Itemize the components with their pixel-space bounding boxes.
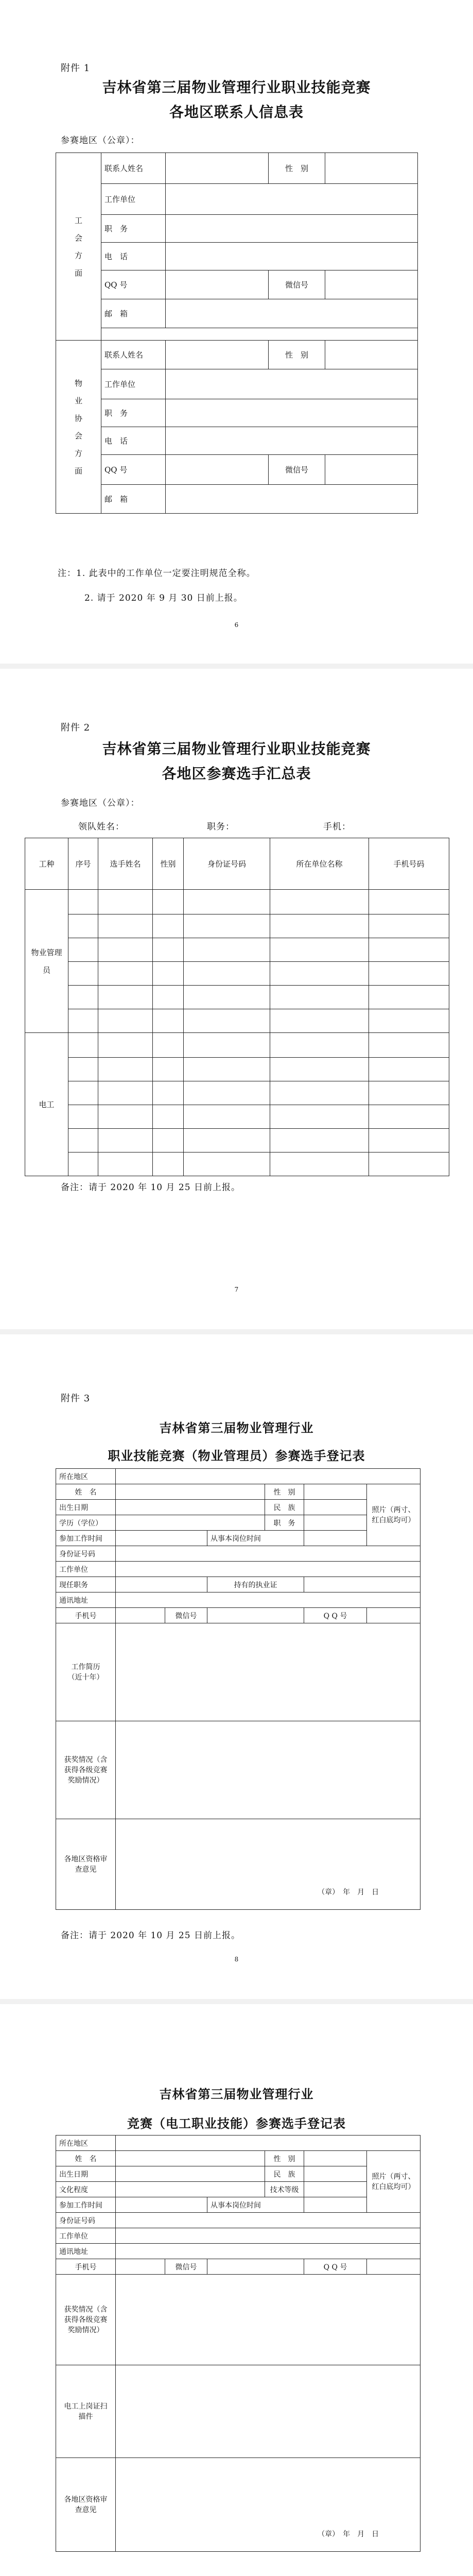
table-row xyxy=(56,399,418,427)
field-qq-value[interactable] xyxy=(367,2259,421,2275)
field-review-label: 各地区资格审查意见 xyxy=(56,1819,116,1910)
table-row xyxy=(56,369,418,399)
trade-property-manager: 物业管理员 xyxy=(25,890,68,1033)
post-label: 职务： xyxy=(207,822,235,832)
table-row xyxy=(56,2213,421,2228)
table-row xyxy=(56,2182,421,2197)
field-gender-label: 性 别 xyxy=(265,2151,304,2166)
table-row xyxy=(56,485,418,514)
field-post-value[interactable] xyxy=(166,215,418,243)
field-qq-value[interactable] xyxy=(166,455,269,485)
field-unit-value[interactable] xyxy=(116,2228,421,2244)
field-id-label: 身份证号码 xyxy=(56,2213,116,2228)
table-row xyxy=(56,455,418,485)
header-cell: 序号 xyxy=(68,838,98,890)
field-contact-name-value[interactable] xyxy=(166,341,269,369)
table-row xyxy=(56,1623,421,1721)
phone-label: 手机： xyxy=(323,822,351,832)
table-row xyxy=(25,938,449,962)
table-row xyxy=(56,1608,421,1623)
field-mobile-label: 手机号 xyxy=(56,1608,116,1623)
field-phone-value[interactable] xyxy=(166,243,418,270)
table-row xyxy=(25,1129,449,1153)
field-awards-value[interactable] xyxy=(116,2275,421,2365)
table-row xyxy=(56,427,418,455)
field-qq-label: Q Q 号 xyxy=(304,1608,367,1623)
page-separator xyxy=(0,664,473,669)
field-address-label: 通讯地址 xyxy=(56,2244,116,2259)
field-name-value[interactable] xyxy=(116,1484,265,1500)
field-region-value[interactable] xyxy=(116,1469,421,1484)
table-row xyxy=(56,1546,421,1562)
region-label: 参赛地区（公章）： xyxy=(61,798,140,808)
field-gender-label: 性 别 xyxy=(269,153,325,184)
header-cell: 性别 xyxy=(153,838,184,890)
field-mobile-value[interactable] xyxy=(116,1608,165,1623)
table-row xyxy=(56,153,418,184)
field-contact-name-label: 联系人姓名 xyxy=(101,153,166,184)
electrician-registration-table xyxy=(56,2135,421,2552)
field-history-label: 工作简历（近十年） xyxy=(56,1623,116,1721)
field-wechat-label: 微信号 xyxy=(269,455,325,485)
field-unit-value[interactable] xyxy=(166,369,418,399)
leader-label: 领队姓名： xyxy=(78,822,125,832)
field-unit-label: 工作单位 xyxy=(101,184,166,215)
table-row xyxy=(56,1515,421,1531)
table-row xyxy=(56,2259,421,2275)
field-history-value[interactable] xyxy=(116,1623,421,1721)
note-2: 2. 请于 2020 年 9 月 30 日前上报。 xyxy=(84,593,243,603)
attachment-label: 附件 3 xyxy=(61,1393,91,1404)
header-cell: 选手姓名 xyxy=(98,838,153,890)
field-edu-value[interactable] xyxy=(116,2182,265,2197)
table-row xyxy=(56,1592,421,1608)
field-wechat-value[interactable] xyxy=(325,455,418,485)
field-awards-label: 获奖情况（含获得各级竞赛奖励情况） xyxy=(56,2275,116,2365)
field-ecert-label: 电工上岗证扫描件 xyxy=(56,2365,116,2458)
field-wechat-value[interactable] xyxy=(207,1608,304,1623)
header-cell: 身份证号码 xyxy=(184,838,270,890)
table-row xyxy=(56,2197,421,2213)
table-row xyxy=(25,1033,449,1058)
note: 备注：请于 2020 年 10 月 25 日前上报。 xyxy=(61,1930,240,1941)
field-unit-value[interactable] xyxy=(166,184,418,215)
trade-electrician: 电工 xyxy=(25,1033,68,1176)
table-row xyxy=(25,914,449,938)
field-job-value[interactable] xyxy=(304,1515,367,1531)
field-wechat-value[interactable] xyxy=(325,270,418,299)
table-row xyxy=(25,1009,449,1033)
table-row xyxy=(56,243,418,270)
table-row xyxy=(56,2244,421,2259)
field-name-label: 姓 名 xyxy=(56,1484,116,1500)
property-manager-registration-table xyxy=(56,1468,421,1910)
table-row xyxy=(25,890,449,914)
table-row xyxy=(56,1562,421,1577)
field-post-value[interactable] xyxy=(166,399,418,427)
table-row xyxy=(25,1058,449,1081)
field-birth-label: 出生日期 xyxy=(56,2166,116,2182)
contestant-summary-table xyxy=(25,838,449,1176)
seal-date-label: （章） 年 月 日 xyxy=(318,1888,379,1896)
field-edu-label: 学历（学位） xyxy=(56,1515,116,1531)
field-wechat-value[interactable] xyxy=(207,2259,304,2275)
field-email-value[interactable] xyxy=(166,299,418,328)
field-ecert-value[interactable] xyxy=(116,2365,421,2458)
header-cell: 工种 xyxy=(25,838,68,890)
table-row xyxy=(56,184,418,215)
field-email-label: 邮 箱 xyxy=(101,299,166,328)
field-post-label: 职 务 xyxy=(101,215,166,243)
field-years-label: 从事本岗位时间 xyxy=(207,2197,304,2213)
table-row xyxy=(56,341,418,369)
field-name-label: 姓 名 xyxy=(56,2151,116,2166)
table-row xyxy=(25,1105,449,1129)
page-title: 吉林省第三届物业管理行业 xyxy=(159,1420,314,1435)
field-start-value[interactable] xyxy=(116,1531,207,1546)
field-ethnic-label: 民 族 xyxy=(265,2166,304,2182)
field-qq-label: Q Q 号 xyxy=(304,2259,367,2275)
field-ethnic-value[interactable] xyxy=(304,1500,367,1515)
field-cert-value[interactable] xyxy=(304,1577,421,1592)
field-gender-value[interactable] xyxy=(325,153,418,184)
field-email-value[interactable] xyxy=(166,485,418,514)
table-row xyxy=(56,2458,421,2552)
page-separator xyxy=(0,1999,473,2004)
field-id-value[interactable] xyxy=(116,1546,421,1562)
field-grade-value[interactable] xyxy=(304,2182,367,2197)
field-ethnic-value[interactable] xyxy=(304,2166,367,2182)
field-job-label: 职 务 xyxy=(265,1515,304,1531)
field-current-value[interactable] xyxy=(116,1577,207,1592)
table-row xyxy=(56,215,418,243)
field-start-label: 参加工作时间 xyxy=(56,2197,116,2213)
group-union-label: 工会方面 xyxy=(56,153,101,341)
table-row xyxy=(56,1721,421,1819)
field-cert-label: 持有的执业证 xyxy=(207,1577,304,1592)
field-region-label: 所在地区 xyxy=(56,2136,116,2151)
field-ethnic-label: 民 族 xyxy=(265,1500,304,1515)
field-gender-value[interactable] xyxy=(304,1484,367,1500)
field-email-label: 邮 箱 xyxy=(101,485,166,514)
table-row xyxy=(56,2166,421,2182)
field-contact-name-value[interactable] xyxy=(166,153,269,184)
field-review-value[interactable] xyxy=(116,1819,421,1910)
field-birth-value[interactable] xyxy=(116,2166,265,2182)
table-header-row xyxy=(25,838,449,890)
field-review-label: 各地区资格审查意见 xyxy=(56,2458,116,2552)
note: 备注：请于 2020 年 10 月 25 日前上报。 xyxy=(61,1182,240,1193)
field-years-label: 从事本岗位时间 xyxy=(207,1531,304,1546)
seal-date-label: （章） 年 月 日 xyxy=(318,2530,379,2538)
field-gender-label: 性 别 xyxy=(269,341,325,369)
field-edu-label: 文化程度 xyxy=(56,2182,116,2197)
field-phone-label: 电 话 xyxy=(101,243,166,270)
page-title: 吉林省第三届物业管理行业 xyxy=(159,2087,314,2102)
field-years-value[interactable] xyxy=(304,1531,367,1546)
page-subtitle: 职业技能竞赛（物业管理员）参赛选手登记表 xyxy=(108,1448,365,1463)
page-subtitle: 各地区联系人信息表 xyxy=(169,104,304,121)
field-qq-label: QQ 号 xyxy=(101,455,166,485)
field-wechat-label: 微信号 xyxy=(269,270,325,299)
field-unit-label: 工作单位 xyxy=(56,1562,116,1577)
field-address-value[interactable] xyxy=(116,1592,421,1608)
table-row xyxy=(56,1577,421,1592)
table-row xyxy=(56,270,418,299)
field-unit-value[interactable] xyxy=(116,1562,421,1577)
photo-box[interactable]: 照片（两寸、红白底均可） xyxy=(367,1484,421,1546)
table-row xyxy=(56,1469,421,1484)
field-edu-value[interactable] xyxy=(116,1515,265,1531)
region-label: 参赛地区（公章）： xyxy=(61,135,140,146)
field-wechat-label: 微信号 xyxy=(165,2259,207,2275)
page-separator xyxy=(0,1329,473,1334)
table-row xyxy=(56,2136,421,2151)
field-id-label: 身份证号码 xyxy=(56,1546,116,1562)
field-unit-label: 工作单位 xyxy=(56,2228,116,2244)
field-review-value[interactable] xyxy=(116,2458,421,2552)
note-1: 注：1. 此表中的工作单位一定要注明规范全称。 xyxy=(58,568,256,579)
field-phone-value[interactable] xyxy=(166,427,418,455)
table-row xyxy=(56,1484,421,1500)
field-region-label: 所在地区 xyxy=(56,1469,116,1484)
table-row xyxy=(56,1500,421,1515)
field-start-value[interactable] xyxy=(116,2197,207,2213)
field-qq-value[interactable] xyxy=(166,270,269,299)
header-cell: 所在单位名称 xyxy=(270,838,369,890)
table-row xyxy=(56,1819,421,1910)
table-row xyxy=(56,2275,421,2365)
field-region-value[interactable] xyxy=(116,2136,421,2151)
field-birth-label: 出生日期 xyxy=(56,1500,116,1515)
page-number: 8 xyxy=(234,1956,239,1963)
field-post-label: 职 务 xyxy=(101,399,166,427)
table-row xyxy=(56,2151,421,2166)
table-row xyxy=(56,328,418,341)
field-address-value[interactable] xyxy=(116,2244,421,2259)
page-subtitle: 各地区参赛选手汇总表 xyxy=(162,765,311,782)
page-subtitle: 竞赛（电工职业技能）参赛选手登记表 xyxy=(127,2116,346,2131)
table-row xyxy=(56,1531,421,1546)
field-gender-label: 性 别 xyxy=(265,1484,304,1500)
field-qq-label: QQ 号 xyxy=(101,270,166,299)
field-id-value[interactable] xyxy=(116,2213,421,2228)
photo-box[interactable]: 照片（两寸、红白底均可） xyxy=(367,2151,421,2213)
page-title: 吉林省第三届物业管理行业职业技能竞赛 xyxy=(102,740,371,757)
field-mobile-label: 手机号 xyxy=(56,2259,116,2275)
page-number: 6 xyxy=(234,621,239,629)
table-row xyxy=(56,2365,421,2458)
attachment-label: 附件 1 xyxy=(61,63,91,74)
field-awards-value[interactable] xyxy=(116,1721,421,1819)
field-years-value[interactable] xyxy=(304,2197,367,2213)
field-unit-label: 工作单位 xyxy=(101,369,166,399)
field-wechat-label: 微信号 xyxy=(165,1608,207,1623)
page-number: 7 xyxy=(234,1286,239,1293)
table-row xyxy=(25,1153,449,1176)
group-assoc-label: 物业协会方面 xyxy=(56,341,101,514)
field-gender-value[interactable] xyxy=(325,341,418,369)
field-gender-value[interactable] xyxy=(304,2151,367,2166)
field-qq-value[interactable] xyxy=(367,1608,421,1623)
field-address-label: 通讯地址 xyxy=(56,1592,116,1608)
table-row xyxy=(25,962,449,986)
field-mobile-value[interactable] xyxy=(116,2259,165,2275)
field-current-label: 现任职务 xyxy=(56,1577,116,1592)
page-title: 吉林省第三届物业管理行业职业技能竞赛 xyxy=(102,79,371,96)
table-row xyxy=(25,986,449,1009)
field-awards-label: 获奖情况（含获得各级竞赛奖励情况） xyxy=(56,1721,116,1819)
table-row xyxy=(56,299,418,328)
contact-info-table xyxy=(56,152,418,514)
spacer-cell xyxy=(101,328,418,341)
field-grade-label: 技术等级 xyxy=(265,2182,304,2197)
header-cell: 手机号码 xyxy=(369,838,449,890)
table-row xyxy=(56,2228,421,2244)
field-birth-value[interactable] xyxy=(116,1500,265,1515)
attachment-label: 附件 2 xyxy=(61,722,91,733)
field-start-label: 参加工作时间 xyxy=(56,1531,116,1546)
field-name-value[interactable] xyxy=(116,2151,265,2166)
field-contact-name-label: 联系人姓名 xyxy=(101,341,166,369)
table-row xyxy=(25,1081,449,1105)
field-phone-label: 电 话 xyxy=(101,427,166,455)
